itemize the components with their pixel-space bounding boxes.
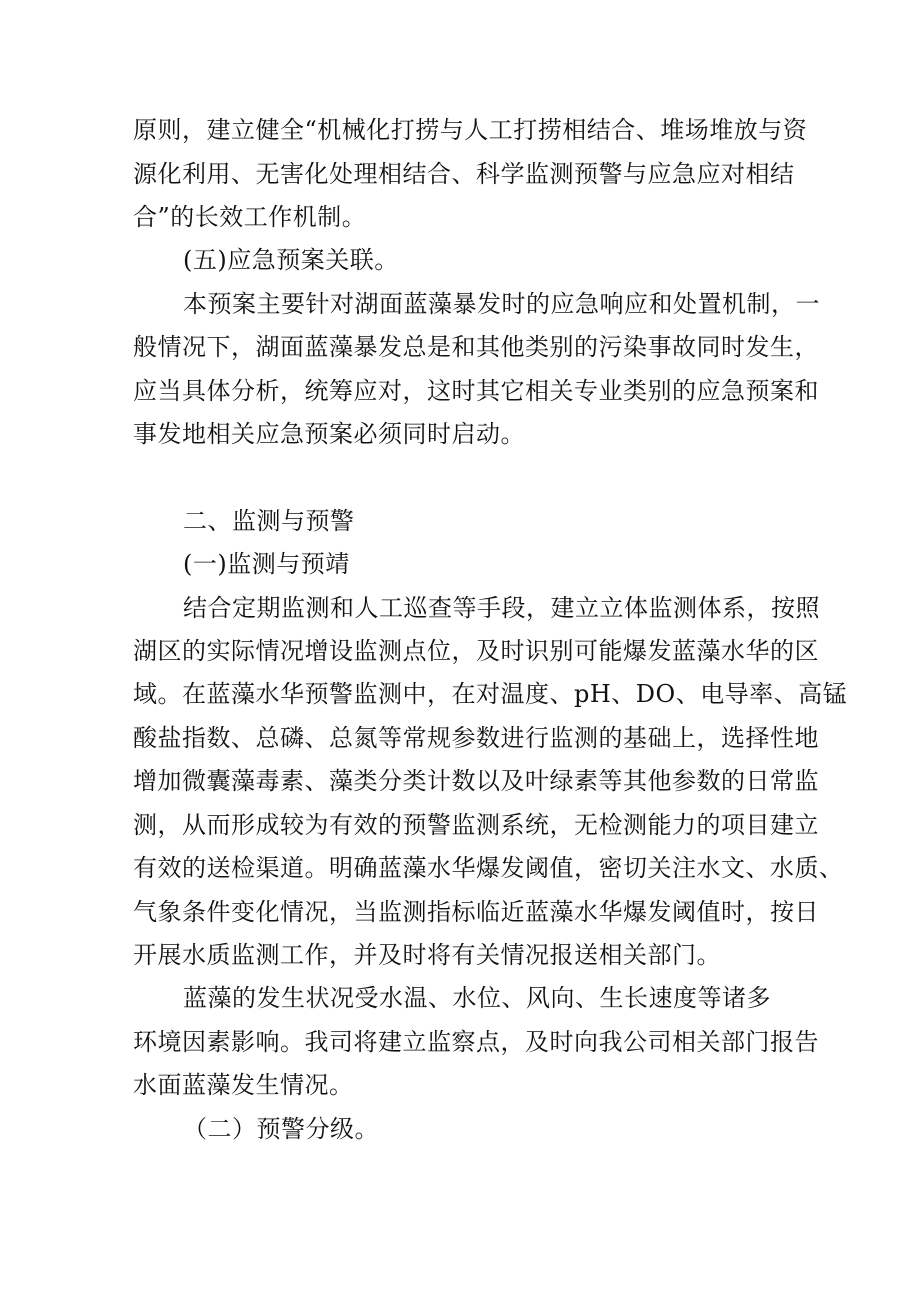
text-line: 开展水质监测工作，并及时将有关情况报送相关部门。 [133, 941, 721, 969]
text-line: 蓝藻的发生状况受水温、水位、风向、生长速度等诸多 [183, 984, 771, 1012]
text-line: 结合定期监测和人工巡查等手段，建立立体监测体系，按照 [183, 594, 820, 622]
text-line: 酸盐指数、总磷、总氮等常规参数进行监测的基础上，选择性地 [133, 724, 819, 752]
text-line: 应当具体分析，统筹应对，这时其它相关专业类别的应急预案和 [133, 377, 819, 405]
text-line: 环境因素影响。我司将建立监察点，及时向我公司相关部门报告 [133, 1028, 819, 1056]
section-heading: (五)应急预案关联。 [183, 246, 399, 274]
section-heading: （二）预警分级。 [183, 1115, 379, 1143]
text-line: 增加微囊藻毒素、藻类分类计数以及叶绿素等其他参数的日常监 [133, 767, 819, 795]
text-line: 本预案主要针对湖面蓝藻暴发时的应急响应和处置机制，一 [183, 290, 820, 318]
text-line: 源化利用、无害化处理相结合、科学监测预警与应急应对相结 [133, 160, 795, 188]
text-line: 湖区的实际情况增设监测点位，及时识别可能爆发蓝藻水华的区 [133, 637, 819, 665]
text-line: 域。在蓝藻水华预警监测中，在对温度、pH、DO、电导率、高锰 [133, 680, 848, 708]
text-line: 事发地相关应急预案必须同时启动。 [133, 420, 525, 448]
text-line: 般情况下，湖面蓝藻暴发总是和其他类别的污染事故同时发生， [133, 333, 819, 361]
chapter-heading: 二、监测与预警 [183, 507, 355, 535]
text-line: 有效的送检渠道。明确蓝藻水华爆发阈值，密切关注水文、水质、 [133, 854, 844, 882]
text-line: 水面蓝藻发生情况。 [133, 1071, 354, 1099]
section-heading: (一)监测与预靖 [183, 550, 350, 578]
text-line: 测，从而形成较为有效的预警监测系统，无检测能力的项目建立 [133, 811, 819, 839]
text-line: 原则，建立健全“机械化打捞与人工打捞相结合、堆场堆放与资 [133, 116, 808, 144]
text-line: 气象条件变化情况，当监测指标临近蓝藻水华爆发阈值时，按日 [133, 898, 819, 926]
text-line: 合”的长效工作机制。 [133, 203, 367, 231]
